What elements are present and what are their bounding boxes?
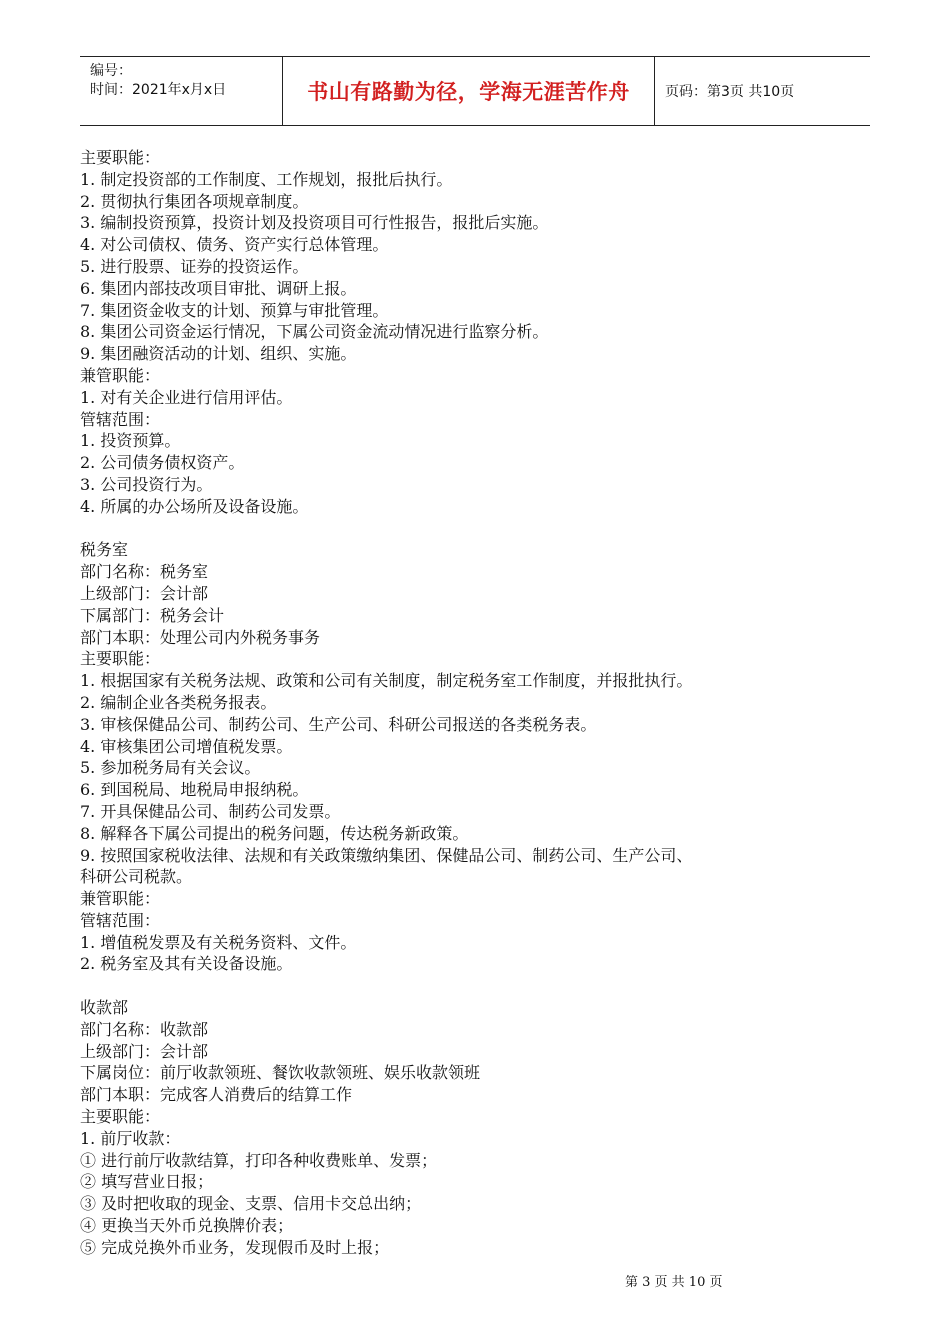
page-info-text: 页码：第3页 共10页 (665, 84, 795, 100)
text-line: 9. 集团融资活动的计划、组织、实施。 (80, 344, 357, 364)
text-line: 科研公司税款。 (80, 867, 193, 887)
text-line: ① 进行前厅收款结算，打印各种收费账单、发票； (80, 1150, 438, 1170)
text-line: 下属岗位：前厅收款领班、餐饮收款领班、娱乐收款领班 (80, 1063, 481, 1083)
text-line: 3. 审核保健品公司、制药公司、生产公司、科研公司报送的各类税务表。 (80, 714, 597, 734)
text-line: 上级部门：会计部 (80, 583, 209, 603)
text-line: 7. 集团资金收支的计划、预算与审批管理。 (80, 300, 389, 320)
text-line: 主要职能： (80, 1107, 161, 1127)
page-header (80, 56, 870, 126)
header-meta (80, 57, 282, 125)
text-line: 4. 所属的办公场所及设备设施。 (80, 496, 309, 516)
text-line: 2. 税务室及其有关设备设施。 (80, 954, 293, 974)
text-line: 部门本职：处理公司内外税务事务 (80, 627, 321, 647)
text-line: ⑤ 完成兑换外币业务，发现假币及时上报； (80, 1237, 390, 1257)
text-line: 主要职能： (80, 148, 161, 167)
text-line: 税务室 (80, 540, 129, 560)
text-line: 收款部 (80, 998, 129, 1018)
text-line: ④ 更换当天外币兑换牌价表； (80, 1216, 294, 1236)
text-line: 8. 集团公司资金运行情况，下属公司资金流动情况进行监察分析。 (80, 322, 549, 342)
header-motto-cell (282, 57, 655, 125)
text-line: 兼管职能： (80, 889, 161, 909)
paragraph-gap (80, 518, 840, 540)
text-line: 3. 编制投资预算，投资计划及投资项目可行性报告，报批后实施。 (80, 213, 549, 233)
text-line: 2. 公司债务债权资产。 (80, 453, 245, 473)
text-line: 部门名称：税务室 (80, 562, 209, 582)
text-line: 部门名称：收款部 (80, 1019, 209, 1039)
text-line: 1. 制定投资部的工作制度、工作规划，报批后执行。 (80, 169, 453, 189)
doc-number-label: 编号： (90, 63, 132, 79)
text-line: 部门本职：完成客人消费后的结算工作 (80, 1085, 353, 1105)
text-line: 管辖范围： (80, 409, 161, 429)
text-line: 主要职能： (80, 649, 161, 669)
paragraph-gap (80, 975, 840, 997)
text-line: 下属部门：税务会计 (80, 605, 225, 625)
text-line: 2. 贯彻执行集团各项规章制度。 (80, 191, 309, 211)
text-line: 上级部门：会计部 (80, 1041, 209, 1061)
text-line: 4. 对公司债权、债务、资产实行总体管理。 (80, 235, 389, 255)
text-line: 管辖范围： (80, 910, 161, 930)
text-line: 9. 按照国家税收法律、法规和有关政策缴纳集团、保健品公司、制药公司、生产公司、 (80, 845, 693, 865)
text-line: 5. 进行股票、证券的投资运作。 (80, 256, 309, 276)
text-line: 1. 增值税发票及有关税务资料、文件。 (80, 932, 357, 952)
text-line: ② 填写营业日报； (80, 1172, 214, 1192)
text-line: 6. 集团内部技改项目审批、调研上报。 (80, 278, 357, 298)
text-line: 1. 对有关企业进行信用评估。 (80, 387, 293, 407)
text-line: 2. 编制企业各类税务报表。 (80, 692, 277, 712)
text-line: 1. 投资预算。 (80, 431, 181, 451)
doc-time-label: 时间：2021年x月x日 (90, 82, 227, 98)
text-line: 1. 前厅收款： (80, 1128, 181, 1148)
text-line: 5. 参加税务局有关会议。 (80, 758, 261, 778)
text-line: 6. 到国税局、地税局申报纳税。 (80, 780, 309, 800)
text-line: 8. 解释各下属公司提出的税务问题，传达税务新政策。 (80, 823, 469, 843)
text-line: 4. 审核集团公司增值税发票。 (80, 736, 293, 756)
document-body (80, 147, 840, 1259)
page-footer: 第 3 页 共 10 页 (625, 1275, 723, 1290)
text-line: 7. 开具保健品公司、制药公司发票。 (80, 801, 341, 821)
text-line: 兼管职能： (80, 365, 161, 385)
text-line: 3. 公司投资行为。 (80, 474, 213, 494)
header-page-info (655, 57, 870, 125)
motto-text: 书山有路勤为径，学海无涯苦作舟 (307, 79, 630, 104)
text-line: ③ 及时把收取的现金、支票、信用卡交总出纳； (80, 1194, 422, 1214)
text-line: 1. 根据国家有关税务法规、政策和公司有关制度，制定税务室工作制度，并报批执行。 (80, 671, 693, 691)
